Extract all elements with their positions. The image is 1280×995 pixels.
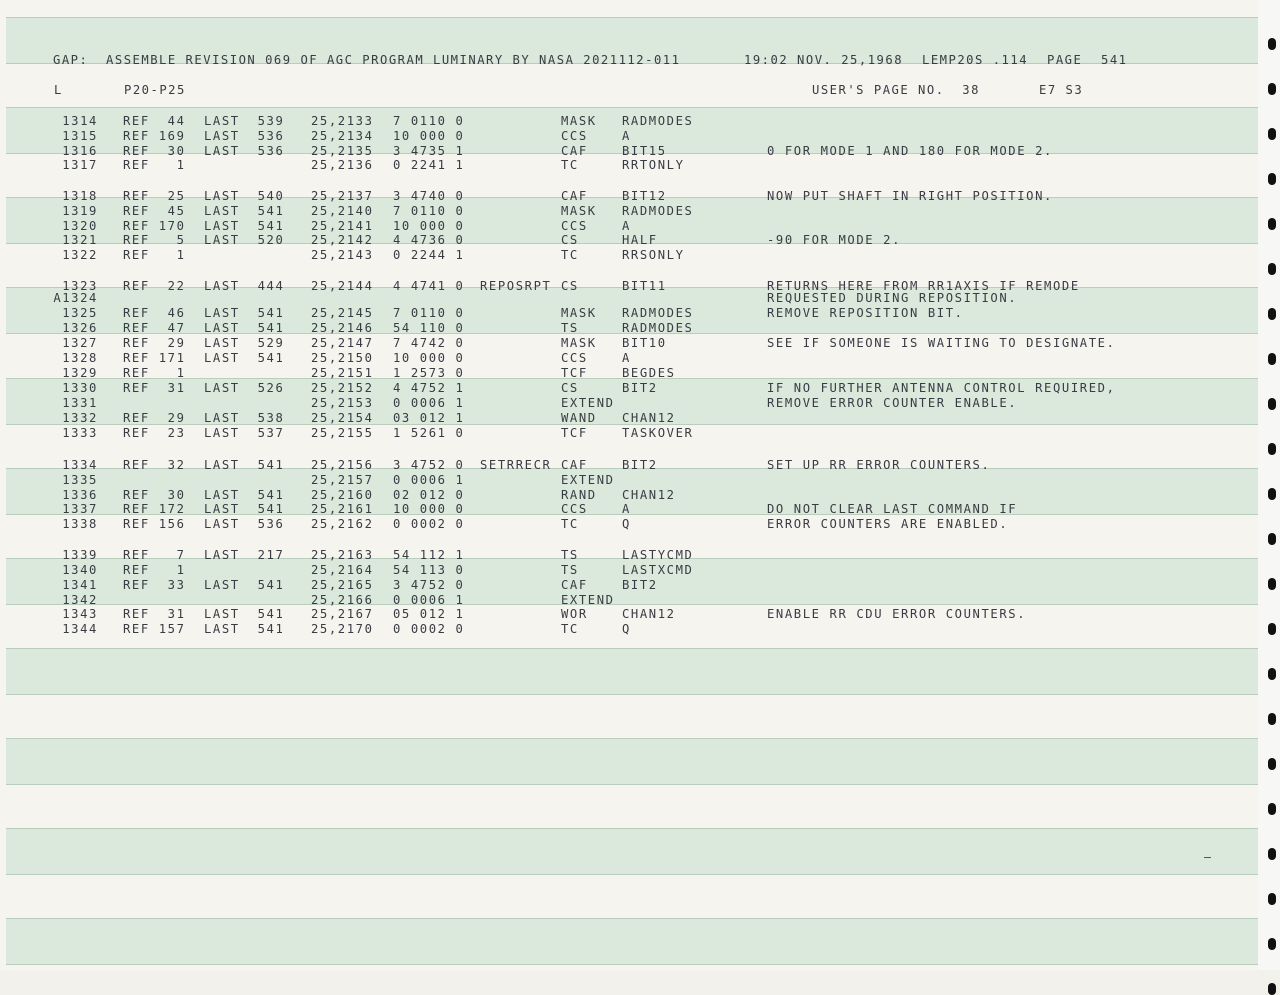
page-label: PAGE <box>1047 53 1083 67</box>
address: 25,2144 <box>311 279 374 293</box>
last-column: LAST 444 <box>204 279 285 293</box>
paper-band <box>6 918 1258 965</box>
opcode: CS <box>561 233 579 247</box>
opcode: TS <box>561 563 579 577</box>
line-number: 1320 <box>62 219 98 233</box>
feed-hole <box>1268 803 1276 815</box>
ref-column: REF 30 <box>123 488 186 502</box>
ref-column: REF 1 <box>123 158 186 172</box>
ref-column: REF 22 <box>123 279 186 293</box>
address: 25,2147 <box>311 336 374 350</box>
octal-word: 7 0110 0 <box>393 306 465 320</box>
opcode: CCS <box>561 219 588 233</box>
last-column: LAST 539 <box>204 114 285 128</box>
page-number: 541 <box>1101 53 1128 67</box>
last-column: LAST 541 <box>204 219 285 233</box>
comment: NOW PUT SHAFT IN RIGHT POSITION. <box>767 189 1053 203</box>
address: 25,2146 <box>311 321 374 335</box>
address: 25,2141 <box>311 219 374 233</box>
symbol-label: REPOSRPT <box>480 279 552 293</box>
feed-hole <box>1268 893 1276 905</box>
ref-column: REF 32 <box>123 458 186 472</box>
opcode: TCF <box>561 366 588 380</box>
line-number: 1334 <box>62 458 98 472</box>
operand: BIT10 <box>622 336 667 350</box>
comment: 0 FOR MODE 1 AND 180 FOR MODE 2. <box>767 144 1053 158</box>
feed-hole <box>1268 758 1276 770</box>
feed-hole <box>1268 443 1276 455</box>
operand: CHAN12 <box>622 488 676 502</box>
address: 25,2153 <box>311 396 374 410</box>
octal-word: 1 2573 0 <box>393 366 465 380</box>
opcode: CCS <box>561 502 588 516</box>
octal-word: 7 4742 0 <box>393 336 465 350</box>
octal-word: 3 4735 1 <box>393 144 465 158</box>
octal-word: 4 4741 0 <box>393 279 465 293</box>
last-column: LAST 536 <box>204 129 285 143</box>
opcode: EXTEND <box>561 593 615 607</box>
opcode: TC <box>561 517 579 531</box>
octal-word: 54 112 1 <box>393 548 465 562</box>
last-column: LAST 541 <box>204 502 285 516</box>
line-number: A1324 <box>53 291 98 305</box>
line-number: 1323 <box>62 279 98 293</box>
last-column: LAST 526 <box>204 381 285 395</box>
address: 25,2170 <box>311 622 374 636</box>
address: 25,2150 <box>311 351 374 365</box>
opcode: WAND <box>561 411 597 425</box>
ref-column: REF 5 <box>123 233 186 247</box>
ref-column: REF 29 <box>123 336 186 350</box>
paper-band <box>6 828 1258 875</box>
job-name: LEMP20S .114 <box>922 53 1029 67</box>
line-number: 1318 <box>62 189 98 203</box>
opcode: CCS <box>561 129 588 143</box>
octal-word: 10 000 0 <box>393 219 465 233</box>
feed-hole <box>1268 308 1276 320</box>
ref-column: REF 47 <box>123 321 186 335</box>
opcode: TC <box>561 622 579 636</box>
last-column: LAST 541 <box>204 578 285 592</box>
line-number: 1343 <box>62 607 98 621</box>
octal-word: 0 2244 1 <box>393 248 465 262</box>
last-column: LAST 541 <box>204 306 285 320</box>
comment: RETURNS HERE FROM RR1AXIS IF REMODE <box>767 279 1080 293</box>
address: 25,2167 <box>311 607 374 621</box>
operand: BIT2 <box>622 458 658 472</box>
symbol-label: SETRRECR <box>480 458 552 472</box>
opcode: TC <box>561 158 579 172</box>
paper-mark <box>1204 857 1211 858</box>
address: 25,2143 <box>311 248 374 262</box>
octal-word: 0 0002 0 <box>393 622 465 636</box>
operand: A <box>622 502 631 516</box>
ref-column: REF 169 <box>123 129 186 143</box>
line-number: 1335 <box>62 473 98 487</box>
operand: RADMODES <box>622 204 694 218</box>
feed-hole <box>1268 848 1276 860</box>
operand: HALF <box>622 233 658 247</box>
comment: ERROR COUNTERS ARE ENABLED. <box>767 517 1009 531</box>
ref-column: REF 170 <box>123 219 186 233</box>
ref-column: REF 1 <box>123 563 186 577</box>
user-page-number: USER'S PAGE NO. 38 <box>812 83 980 97</box>
address: 25,2160 <box>311 488 374 502</box>
octal-word: 03 012 1 <box>393 411 465 425</box>
octal-word: 54 110 0 <box>393 321 465 335</box>
octal-word: 05 012 1 <box>393 607 465 621</box>
opcode: MASK <box>561 204 597 218</box>
feed-hole <box>1268 578 1276 590</box>
line-number: 1315 <box>62 129 98 143</box>
address: 25,2164 <box>311 563 374 577</box>
line-number: 1328 <box>62 351 98 365</box>
feed-hole <box>1268 353 1276 365</box>
line-number: 1336 <box>62 488 98 502</box>
paper-band <box>6 648 1258 695</box>
last-column: LAST 541 <box>204 622 285 636</box>
line-number: 1325 <box>62 306 98 320</box>
feed-hole <box>1268 128 1276 140</box>
address: 25,2162 <box>311 517 374 531</box>
octal-word: 10 000 0 <box>393 502 465 516</box>
feed-hole <box>1268 263 1276 275</box>
ref-column: REF 44 <box>123 114 186 128</box>
last-column: LAST 538 <box>204 411 285 425</box>
operand: RADMODES <box>622 306 694 320</box>
address: 25,2151 <box>311 366 374 380</box>
opcode: WOR <box>561 607 588 621</box>
opcode: EXTEND <box>561 396 615 410</box>
line-number: 1342 <box>62 593 98 607</box>
address: 25,2155 <box>311 426 374 440</box>
feed-hole <box>1268 38 1276 50</box>
operand: Q <box>622 517 631 531</box>
line-number: 1338 <box>62 517 98 531</box>
address: 25,2152 <box>311 381 374 395</box>
operand: BEGDES <box>622 366 676 380</box>
octal-word: 3 4752 0 <box>393 578 465 592</box>
opcode: CAF <box>561 144 588 158</box>
feed-hole <box>1268 938 1276 950</box>
address: 25,2142 <box>311 233 374 247</box>
line-number: 1327 <box>62 336 98 350</box>
line-number: 1316 <box>62 144 98 158</box>
line-number: 1322 <box>62 248 98 262</box>
address: 25,2161 <box>311 502 374 516</box>
line-number: 1341 <box>62 578 98 592</box>
opcode: CAF <box>561 189 588 203</box>
ref-column: REF 23 <box>123 426 186 440</box>
opcode: MASK <box>561 306 597 320</box>
ref-column: REF 1 <box>123 366 186 380</box>
address: 25,2145 <box>311 306 374 320</box>
octal-word: 02 012 0 <box>393 488 465 502</box>
octal-word: 4 4752 1 <box>393 381 465 395</box>
octal-word: 0 0002 0 <box>393 517 465 531</box>
sheet-code: E7 S3 <box>1039 83 1084 97</box>
address: 25,2166 <box>311 593 374 607</box>
operand: A <box>622 129 631 143</box>
ref-column: REF 157 <box>123 622 186 636</box>
comment: SET UP RR ERROR COUNTERS. <box>767 458 991 472</box>
paper-band <box>6 738 1258 785</box>
ref-column: REF 172 <box>123 502 186 516</box>
octal-word: 7 0110 0 <box>393 204 465 218</box>
ref-column: REF 31 <box>123 607 186 621</box>
address: 25,2154 <box>311 411 374 425</box>
octal-word: 0 0006 1 <box>393 396 465 410</box>
opcode: EXTEND <box>561 473 615 487</box>
operand: LASTYCMD <box>622 548 694 562</box>
ref-column: REF 156 <box>123 517 186 531</box>
last-column: LAST 541 <box>204 488 285 502</box>
comment: IF NO FURTHER ANTENNA CONTROL REQUIRED, <box>767 381 1116 395</box>
last-column: LAST 536 <box>204 144 285 158</box>
feed-hole <box>1268 983 1276 995</box>
opcode: MASK <box>561 114 597 128</box>
line-number: 1331 <box>62 396 98 410</box>
line-number: 1329 <box>62 366 98 380</box>
address: 25,2140 <box>311 204 374 218</box>
last-column: LAST 217 <box>204 548 285 562</box>
line-number: 1340 <box>62 563 98 577</box>
operand: CHAN12 <box>622 411 676 425</box>
ref-column: REF 46 <box>123 306 186 320</box>
last-column: LAST 541 <box>204 458 285 472</box>
octal-word: 4 4736 0 <box>393 233 465 247</box>
last-column: LAST 536 <box>204 517 285 531</box>
address: 25,2157 <box>311 473 374 487</box>
last-column: LAST 529 <box>204 336 285 350</box>
octal-word: 3 4752 0 <box>393 458 465 472</box>
operand: BIT2 <box>622 381 658 395</box>
address: 25,2136 <box>311 158 374 172</box>
line-number: 1339 <box>62 548 98 562</box>
ref-column: REF 30 <box>123 144 186 158</box>
line-number: 1337 <box>62 502 98 516</box>
line-number: 1317 <box>62 158 98 172</box>
feed-hole <box>1268 623 1276 635</box>
address: 25,2163 <box>311 548 374 562</box>
ref-column: REF 31 <box>123 381 186 395</box>
line-number: 1321 <box>62 233 98 247</box>
address: 25,2133 <box>311 114 374 128</box>
feed-hole <box>1268 398 1276 410</box>
octal-word: 7 0110 0 <box>393 114 465 128</box>
feed-hole <box>1268 668 1276 680</box>
comment: SEE IF SOMEONE IS WAITING TO DESIGNATE. <box>767 336 1116 350</box>
line-number: 1332 <box>62 411 98 425</box>
operand: A <box>622 219 631 233</box>
octal-word: 0 0006 1 <box>393 593 465 607</box>
operand: RADMODES <box>622 114 694 128</box>
line-number: 1319 <box>62 204 98 218</box>
line-number: 1333 <box>62 426 98 440</box>
ref-column: REF 1 <box>123 248 186 262</box>
last-column: LAST 541 <box>204 204 285 218</box>
operand: BIT2 <box>622 578 658 592</box>
comment: -90 FOR MODE 2. <box>767 233 902 247</box>
octal-word: 0 0006 1 <box>393 473 465 487</box>
address: 25,2156 <box>311 458 374 472</box>
opcode: CCS <box>561 351 588 365</box>
opcode: TS <box>561 321 579 335</box>
ref-column: REF 45 <box>123 204 186 218</box>
listing-type: L <box>54 83 63 97</box>
opcode: CAF <box>561 458 588 472</box>
address: 25,2165 <box>311 578 374 592</box>
comment: REMOVE ERROR COUNTER ENABLE. <box>767 396 1018 410</box>
address: 25,2134 <box>311 129 374 143</box>
operand: BIT12 <box>622 189 667 203</box>
operand: LASTXCMD <box>622 563 694 577</box>
octal-word: 0 2241 1 <box>393 158 465 172</box>
opcode: MASK <box>561 336 597 350</box>
octal-word: 10 000 0 <box>393 129 465 143</box>
address: 25,2137 <box>311 189 374 203</box>
operand: BIT15 <box>622 144 667 158</box>
line-number: 1330 <box>62 381 98 395</box>
opcode: CS <box>561 381 579 395</box>
octal-word: 3 4740 0 <box>393 189 465 203</box>
feed-hole <box>1268 83 1276 95</box>
last-column: LAST 541 <box>204 321 285 335</box>
address: 25,2135 <box>311 144 374 158</box>
comment: DO NOT CLEAR LAST COMMAND IF <box>767 502 1018 516</box>
opcode: TCF <box>561 426 588 440</box>
last-column: LAST 520 <box>204 233 285 247</box>
ref-column: REF 29 <box>123 411 186 425</box>
operand: BIT11 <box>622 279 667 293</box>
line-number: 1344 <box>62 622 98 636</box>
assembly-title: GAP: ASSEMBLE REVISION 069 OF AGC PROGRAM LUMINARY BY NASA 2021112-011 <box>53 53 681 67</box>
operand: RADMODES <box>622 321 694 335</box>
feed-hole <box>1268 533 1276 545</box>
feed-hole <box>1268 488 1276 500</box>
tractor-feed-strip <box>1258 0 1280 970</box>
opcode: CS <box>561 279 579 293</box>
section-name: P20-P25 <box>124 83 186 97</box>
ref-column: REF 25 <box>123 189 186 203</box>
line-number: 1326 <box>62 321 98 335</box>
timestamp: 19:02 NOV. 25,1968 <box>744 53 904 67</box>
ref-column: REF 171 <box>123 351 186 365</box>
feed-hole <box>1268 713 1276 725</box>
opcode: CAF <box>561 578 588 592</box>
comment: ENABLE RR CDU ERROR COUNTERS. <box>767 607 1027 621</box>
octal-word: 1 5261 0 <box>393 426 465 440</box>
opcode: TS <box>561 548 579 562</box>
feed-hole <box>1268 218 1276 230</box>
operand: RRTONLY <box>622 158 685 172</box>
operand: TASKOVER <box>622 426 694 440</box>
ref-column: REF 7 <box>123 548 186 562</box>
last-column: LAST 541 <box>204 607 285 621</box>
operand: RRSONLY <box>622 248 685 262</box>
operand: A <box>622 351 631 365</box>
operand: Q <box>622 622 631 636</box>
ref-column: REF 33 <box>123 578 186 592</box>
comment: REMOVE REPOSITION BIT. <box>767 306 964 320</box>
feed-hole <box>1268 173 1276 185</box>
octal-word: 54 113 0 <box>393 563 465 577</box>
opcode: RAND <box>561 488 597 502</box>
comment: REQUESTED DURING REPOSITION. <box>767 291 1018 305</box>
line-number: 1314 <box>62 114 98 128</box>
operand: CHAN12 <box>622 607 676 621</box>
opcode: TC <box>561 248 579 262</box>
last-column: LAST 537 <box>204 426 285 440</box>
last-column: LAST 541 <box>204 351 285 365</box>
last-column: LAST 540 <box>204 189 285 203</box>
octal-word: 10 000 0 <box>393 351 465 365</box>
